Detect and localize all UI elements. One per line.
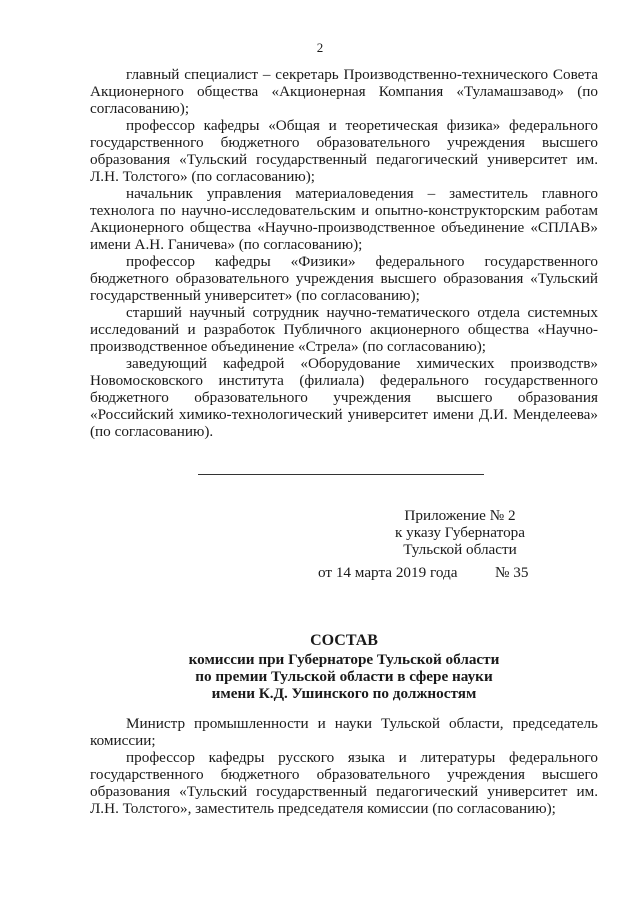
composition-heading <box>90 632 598 702</box>
member-entry: Министр промышленности и науки Тульской области, председатель комиссии; <box>90 715 598 749</box>
member-entry: профессор кафедры «Физики» федерального государственного бюджетного образовательного учреждения высшего образования «Тульский государственный университет» (по согласованию); <box>90 253 598 304</box>
members-list <box>90 715 598 817</box>
page-number: 2 <box>316 40 324 55</box>
heading-line: имени К.Д. Ушинского по должностям <box>211 685 477 702</box>
decree-date: от 14 марта 2019 года <box>318 564 458 581</box>
member-entry: начальник управления материаловедения – заместитель главного технолога по научно-исследовательским и опытно-конструкторским работам Акционерного общества «Научно-производственное объединение «СПЛАВ» имени А.Н. Ганичева» (по согласованию); <box>90 185 598 253</box>
annex-header <box>370 507 550 558</box>
member-entry: старший научный сотрудник научно-тематического отдела системных исследований и разработок Публичного акционерного общества «Научно-производственное объединение «Стрела» (по согласованию); <box>90 304 598 355</box>
annex-decree-ref: к указу Губернатора <box>394 524 526 541</box>
heading-line: по премии Тульской области в сфере науки <box>195 668 493 685</box>
heading-line: комиссии при Губернаторе Тульской области <box>188 651 500 668</box>
annex-region: Тульской области <box>403 541 517 558</box>
section-divider <box>198 474 484 475</box>
member-entry: профессор кафедры русского языка и литературы федерального государственного бюджетного образовательного учреждения высшего образования «Тульский государственный педагогический университет им. Л.Н. Толстого», заместитель председателя комиссии (по согласованию); <box>90 749 598 817</box>
heading-title: СОСТАВ <box>310 632 378 649</box>
annex-label: Приложение № 2 <box>404 507 516 524</box>
member-entry: профессор кафедры «Общая и теоретическая физика» федерального государственного бюджетного образовательного учреждения высшего образования «Тульский государственный педагогический университет им. Л.Н. Толстого» (по согласованию); <box>90 117 598 185</box>
members-list-continued <box>90 66 598 440</box>
member-entry: главный специалист – секретарь Производственно-технического Совета Акционерного общества «Акционерная Компания «Туламашзавод» (по согласованию); <box>90 66 598 117</box>
member-entry: заведующий кафедрой «Оборудование химических производств» Новомосковского института (филиала) федерального государственного бюджетного образовательного учреждения высшего образования «Российский химико-технологический университет имени Д.И. Менделеева» (по согласованию). <box>90 355 598 440</box>
decree-number: № 35 <box>495 564 529 581</box>
